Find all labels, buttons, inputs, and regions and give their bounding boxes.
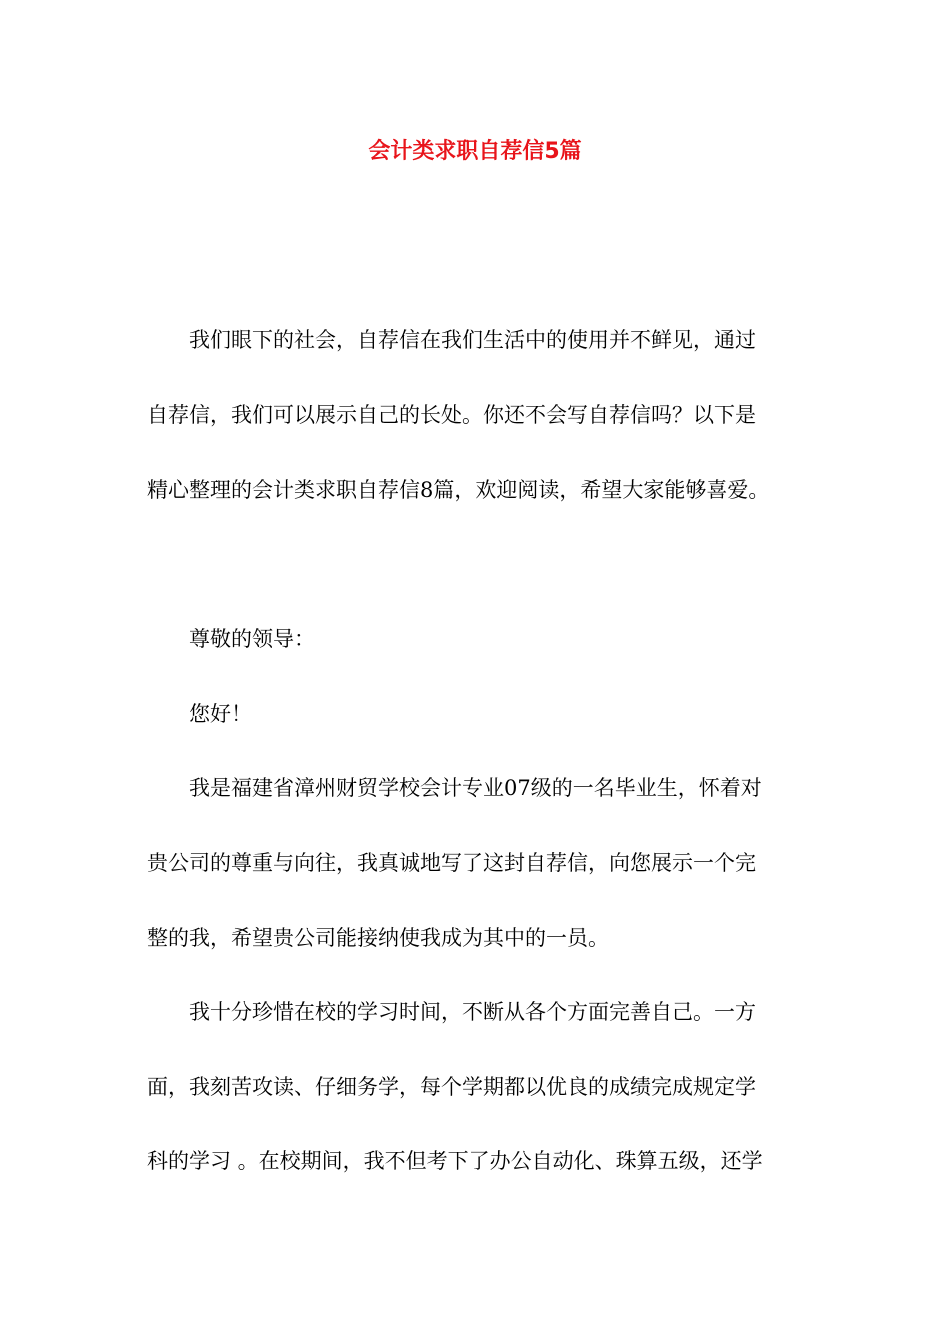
intro-line-1: 我们眼下的社会，自荐信在我们生活中的使用并不鲜见，通过 [189,328,756,352]
document-title: 会计类求职自荐信5篇 [368,139,582,164]
paragraph2-line-1: 我十分珍惜在校的学习时间，不断从各个方面完善自己。一方 [189,1000,756,1024]
intro-line-2: 自荐信，我们可以展示自己的长处。你还不会写自荐信吗？以下是 [147,403,756,427]
paragraph2-line-3: 科的学习 。在校期间，我不但考下了办公自动化、珠算五级，还学 [147,1149,763,1173]
paragraph1-line-1: 我是福建省漳州财贸学校会计专业07级的一名毕业生，怀着对 [189,776,762,800]
paragraph2-line-2: 面，我刻苦攻读、仔细务学，每个学期都以优良的成绩完成规定学 [147,1075,756,1099]
paragraph1-line-2: 贵公司的尊重与向往，我真诚地写了这封自荐信，向您展示一个完 [147,851,756,875]
intro-line-3: 精心整理的会计类求职自荐信8篇，欢迎阅读，希望大家能够喜爱。 [147,478,770,502]
paragraph1-line-3: 整的我，希望贵公司能接纳使我成为其中的一员。 [147,926,609,950]
salutation: 尊敬的领导： [189,627,315,651]
greeting: 您好！ [189,702,252,726]
